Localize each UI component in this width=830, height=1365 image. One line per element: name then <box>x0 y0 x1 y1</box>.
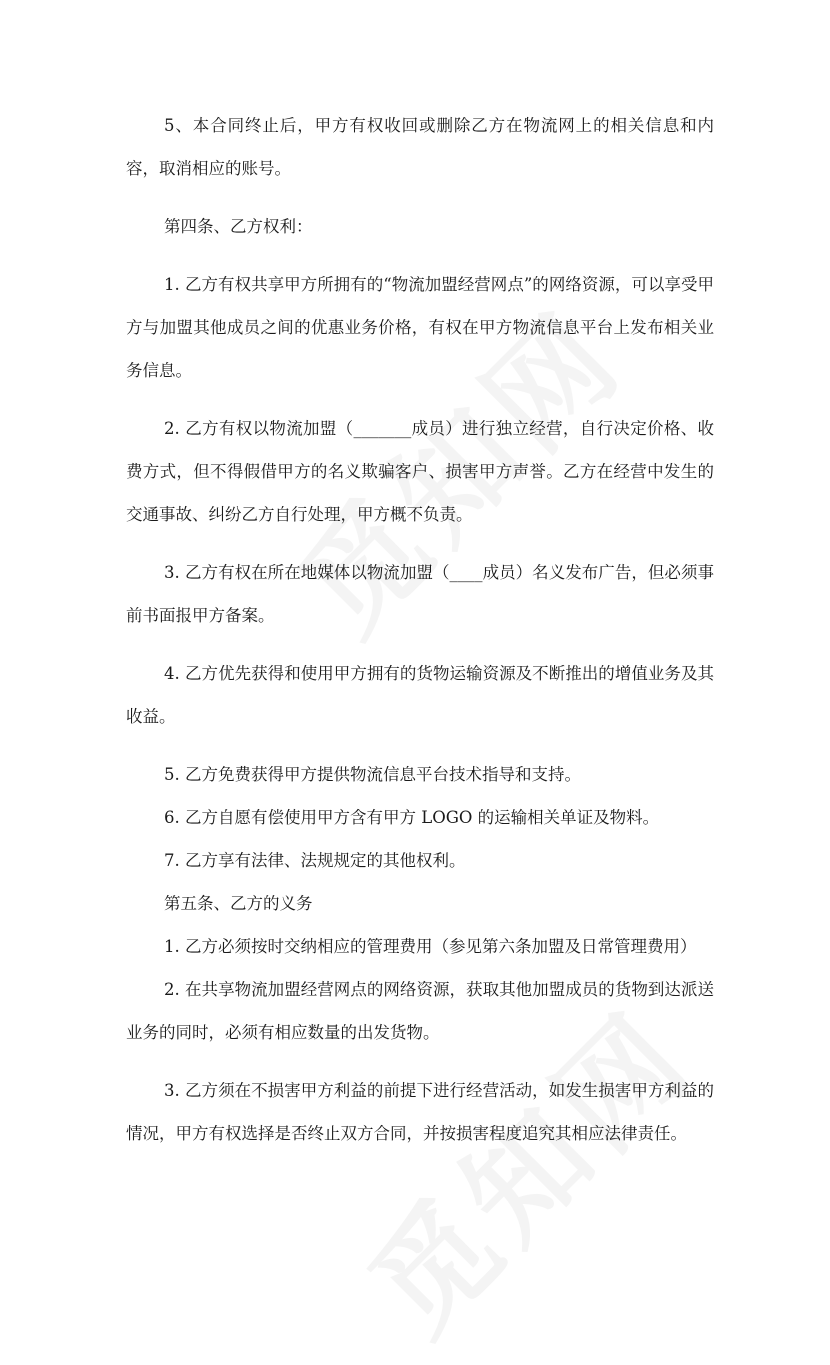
heading-article-5: 第五条、乙方的义务 <box>164 894 313 913</box>
paragraph-clause-4-1: 1. 乙方有权共享甲方所拥有的“物流加盟经营网点”的网络资源，可以享受甲方与加盟其他成员之间的优惠业务价格，有权在甲方物流信息平台上发布相关业务信息。 <box>126 275 714 380</box>
paragraph-clause-4-3: 3. 乙方有权在所在地媒体以物流加盟（____成员）名义发布广告，但必须事前书面报甲方备案。 <box>126 563 714 625</box>
paragraph-clause-4-2: 2. 乙方有权以物流加盟（_______成员）进行独立经营，自行决定价格、收费方式，但不得假借甲方的名义欺骗客户、损害甲方声誉。乙方在经营中发生的交通事故、纠纷乙方自行处理，甲方概不负责。 <box>126 419 714 524</box>
paragraph-clause-5-1: 1. 乙方必须按时交纳相应的管理费用（参见第六条加盟及日常管理费用） <box>164 937 697 956</box>
document-body <box>126 104 714 1155</box>
paragraph-clause-5-3: 3. 乙方须在不损害甲方利益的前提下进行经营活动，如发生损害甲方利益的情况，甲方有权选择是否终止双方合同，并按损害程度追究其相应法律责任。 <box>126 1081 714 1143</box>
paragraph-clause-4-6: 6. 乙方自愿有偿使用甲方含有甲方 LOGO 的运输相关单证及物料。 <box>164 808 660 827</box>
paragraph-clause-4-5: 5. 乙方免费获得甲方提供物流信息平台技术指导和支持。 <box>164 765 581 784</box>
heading-article-4: 第四条、乙方权利： <box>164 217 313 236</box>
paragraph-clause-5-2: 2. 在共享物流加盟经营网点的网络资源，获取其他加盟成员的货物到达派送业务的同时，必须有相应数量的出发货物。 <box>126 980 714 1042</box>
paragraph-clause-4-4: 4. 乙方优先获得和使用甲方拥有的货物运输资源及不断推出的增值业务及其收益。 <box>126 664 714 726</box>
paragraph-clause-3-5: 5、本合同终止后，甲方有权收回或删除乙方在物流网上的相关信息和内容，取消相应的账号。 <box>126 116 714 178</box>
paragraph-clause-4-7: 7. 乙方享有法律、法规规定的其他权利。 <box>164 851 466 870</box>
